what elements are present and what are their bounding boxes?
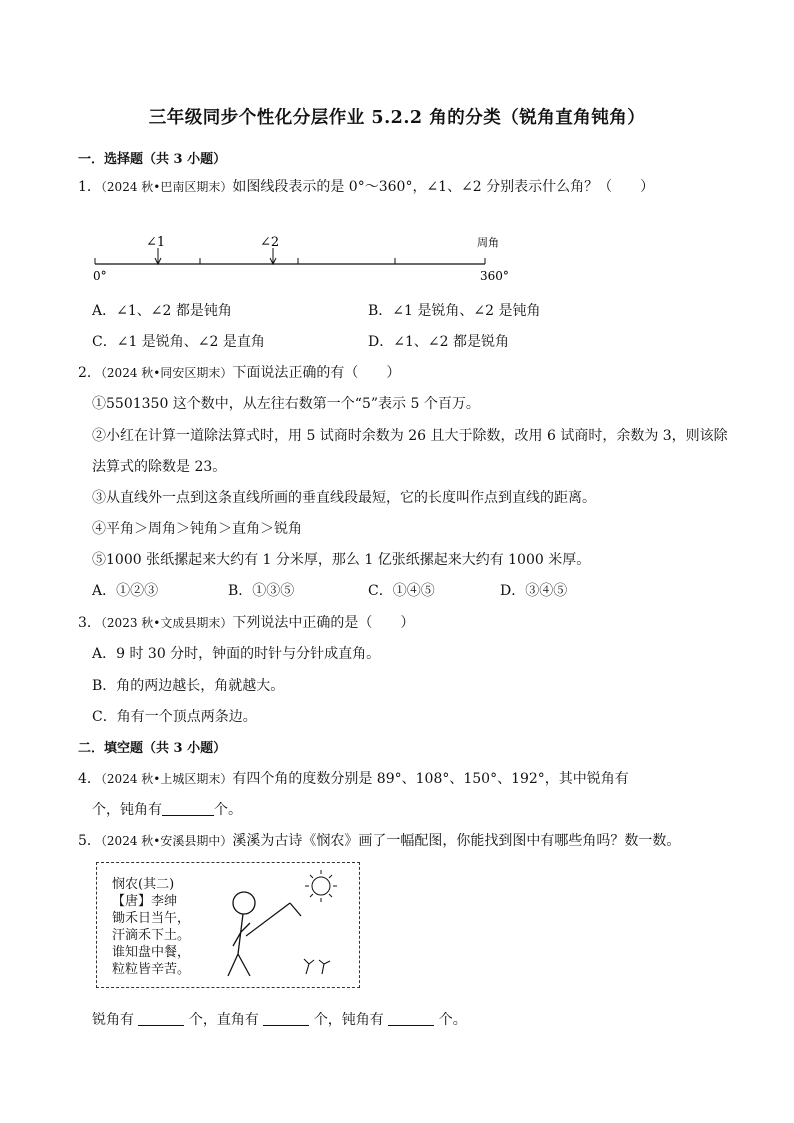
answer-blank-right[interactable] bbox=[263, 1011, 309, 1026]
question-1 bbox=[78, 176, 654, 196]
statement-2-line1: ②小红在计算一道除法算式时，用 5 试商时余数为 26 且大于除数，改用 6 试商时，余数为 3，则该除 bbox=[92, 428, 728, 444]
question-source: （2023 秋•文成县期末） bbox=[100, 616, 233, 630]
text-fragment: 锐角有 bbox=[92, 1012, 134, 1028]
question-number: 5． bbox=[78, 833, 101, 849]
end-label: 360° bbox=[480, 269, 509, 283]
question-text: 有四个角的度数分别是 89°、108°、150°、192°，其中锐角有 bbox=[232, 771, 629, 787]
question-number: 3． bbox=[78, 615, 101, 631]
q3-option-b[interactable]: B．角的两边越长，角就越大。 bbox=[92, 678, 285, 694]
question-text: 溪溪为古诗《悯农》画了一幅配图，你能找到图中有哪些角吗？数一数。 bbox=[232, 833, 681, 849]
poem-text bbox=[112, 876, 190, 978]
poem-line: 谁知盘中餐， bbox=[112, 945, 191, 960]
q1-option-d[interactable]: D．∠1、∠2 都是锐角 bbox=[368, 334, 509, 350]
question-source: （2024 秋•安溪县期中） bbox=[100, 834, 233, 848]
question-source: （2024 秋•上城区期末） bbox=[100, 772, 233, 786]
poem-line: 锄禾日当午， bbox=[112, 911, 191, 926]
question-text: 下面说法正确的有（ ） bbox=[232, 365, 401, 381]
answer-blank-acute[interactable] bbox=[138, 1011, 184, 1026]
text-fragment: 个。 bbox=[214, 802, 242, 818]
text-fragment: 个，钝角有 bbox=[313, 1012, 384, 1028]
question-2 bbox=[78, 362, 400, 382]
statement-4: ④平角＞周角＞钝角＞直角＞锐角 bbox=[92, 521, 302, 537]
q2-option-c[interactable]: C．①④⑤ bbox=[368, 583, 435, 599]
sun-icon bbox=[305, 870, 337, 902]
q2-option-a[interactable]: A．①②③ bbox=[92, 583, 159, 599]
question-text: 如图线段表示的是 0°～360°，∠1、∠2 分别表示什么角？（ ） bbox=[232, 179, 655, 195]
poem-title: 悯农(其二) bbox=[112, 877, 175, 892]
question-4 bbox=[78, 768, 629, 788]
answer-blank-obtuse[interactable] bbox=[162, 801, 214, 816]
farmer-illustration bbox=[200, 866, 358, 984]
question-text: 下列说法中正确的是（ ） bbox=[232, 615, 415, 631]
poem-line: 汗滴禾下土。 bbox=[112, 928, 191, 943]
poem-line: 粒粒皆辛苦。 bbox=[112, 962, 191, 977]
section-fill-heading: 二．填空题（共 3 小题） bbox=[78, 741, 227, 756]
angle-number-line-figure bbox=[90, 230, 520, 290]
question-number: 1． bbox=[78, 179, 101, 195]
q3-option-a[interactable]: A．9 时 30 分时，钟面的时针与分针成直角。 bbox=[92, 646, 381, 662]
question-3 bbox=[78, 612, 414, 632]
text-fragment: 个。 bbox=[438, 1012, 467, 1028]
grass-icon bbox=[304, 959, 330, 974]
angle2-label: ∠2 bbox=[260, 235, 280, 250]
section-choice-heading: 一．选择题（共 3 小题） bbox=[78, 152, 227, 167]
question-4-line2 bbox=[92, 799, 242, 819]
q2-option-b[interactable]: B．①③⑤ bbox=[228, 583, 295, 599]
farmer-stick-figure bbox=[228, 892, 301, 976]
q3-option-c[interactable]: C．角有一个顶点两条边。 bbox=[92, 709, 257, 725]
question-source: （2024 秋•同安区期末） bbox=[100, 366, 233, 380]
question-number: 2． bbox=[78, 365, 101, 381]
poem-author: 【唐】李绅 bbox=[112, 894, 178, 909]
question-5-answer-line bbox=[92, 1009, 467, 1029]
statement-5: ⑤1000 张纸摞起来大约有 1 分米厚，那么 1 亿张纸摞起来大约有 1000 米厚。 bbox=[92, 552, 591, 568]
question-5 bbox=[78, 830, 680, 850]
q1-option-a[interactable]: A．∠1、∠2 都是钝角 bbox=[92, 303, 232, 319]
start-label: 0° bbox=[93, 269, 107, 283]
q1-option-b[interactable]: B．∠1 是锐角、∠2 是钝角 bbox=[368, 303, 541, 319]
question-number: 4． bbox=[78, 771, 101, 787]
statement-2-line2: 法算式的除数是 23。 bbox=[92, 459, 227, 475]
answer-blank-obtuse[interactable] bbox=[388, 1011, 434, 1026]
q2-option-d[interactable]: D．③④⑤ bbox=[500, 583, 568, 599]
full-angle-label: 周角 bbox=[477, 236, 499, 249]
statement-3: ③从直线外一点到这条直线所画的垂直线段最短，它的长度叫作点到直线的距离。 bbox=[92, 490, 596, 506]
question-source: （2024 秋•巴南区期末） bbox=[100, 180, 233, 194]
statement-1: ①5501350 这个数中，从左往右数第一个“5”表示 5 个百万。 bbox=[92, 396, 480, 412]
q1-option-c[interactable]: C．∠1 是锐角、∠2 是直角 bbox=[92, 334, 265, 350]
angle1-label: ∠1 bbox=[146, 235, 166, 250]
page-title: 三年级同步个性化分层作业 5.2.2 角的分类（锐角直角钝角） bbox=[148, 108, 646, 128]
text-fragment: 个，钝角有 bbox=[92, 802, 162, 818]
text-fragment: 个，直角有 bbox=[188, 1012, 259, 1028]
